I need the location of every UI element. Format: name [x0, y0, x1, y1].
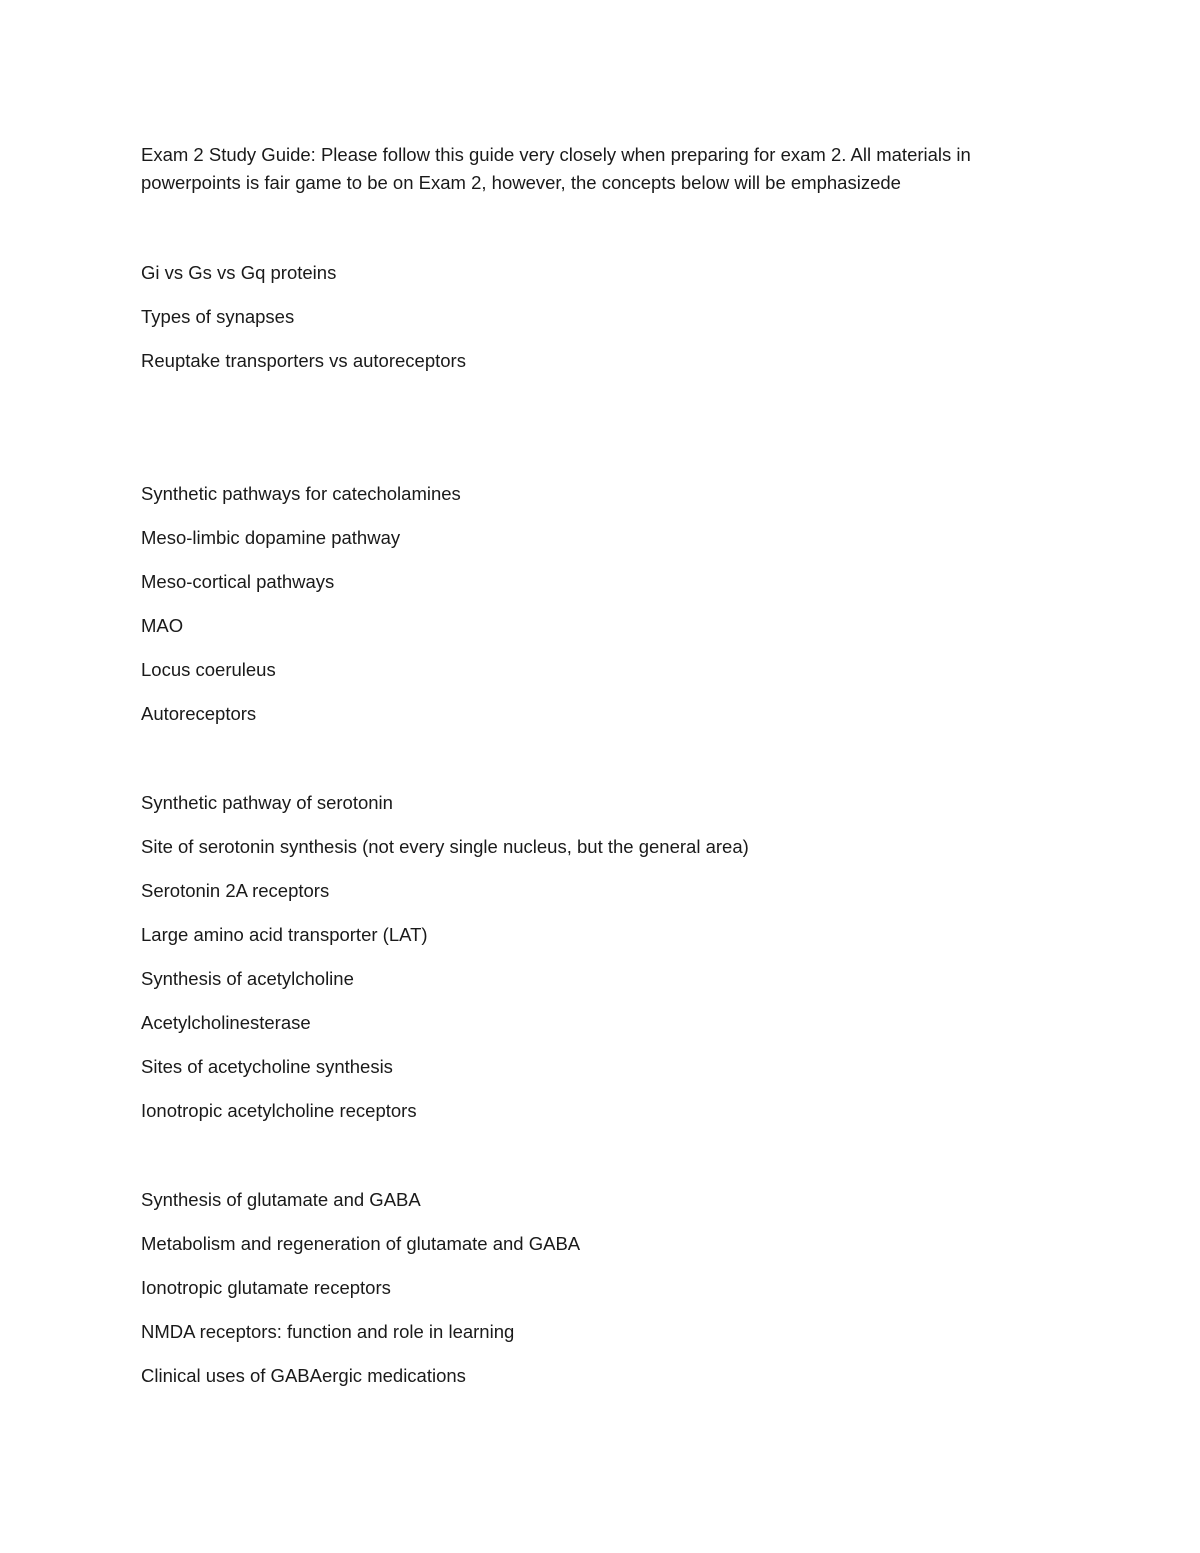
intro-paragraph: [141, 141, 1041, 197]
topic-item: Synthetic pathways for catecholamines: [141, 483, 461, 504]
topic-item: Site of serotonin synthesis (not every single nucleus, but the general area): [141, 836, 749, 857]
topic-item: Acetylcholinesterase: [141, 1012, 311, 1033]
topic-item: Metabolism and regeneration of glutamate and GABA: [141, 1233, 581, 1254]
topic-item: Reuptake transporters vs autoreceptors: [141, 350, 466, 371]
topic-item: MAO: [141, 615, 184, 636]
topic-item: Meso-limbic dopamine pathway: [141, 527, 401, 548]
topic-item: Gi vs Gs vs Gq proteins: [141, 262, 337, 283]
topic-item: Synthesis of glutamate and GABA: [141, 1189, 421, 1210]
intro-line-2: powerpoints is fair game to be on Exam 2, however, the concepts below will be emphasizede: [141, 172, 901, 193]
topic-item: Serotonin 2A receptors: [141, 880, 330, 901]
topic-item: Types of synapses: [141, 306, 295, 327]
topic-item: Clinical uses of GABAergic medications: [141, 1365, 466, 1386]
topic-item: Synthesis of acetylcholine: [141, 968, 354, 989]
topic-item: Large amino acid transporter (LAT): [141, 924, 428, 945]
topic-item: Sites of acetycholine synthesis: [141, 1056, 393, 1077]
topic-item: Meso-cortical pathways: [141, 571, 335, 592]
topic-item: Autoreceptors: [141, 703, 257, 724]
intro-line-1: Exam 2 Study Guide: Please follow this guide very closely when preparing for exam 2. All materials in: [141, 144, 971, 165]
topic-item: Synthetic pathway of serotonin: [141, 792, 393, 813]
topic-item: Ionotropic glutamate receptors: [141, 1277, 391, 1298]
topic-item: NMDA receptors: function and role in learning: [141, 1321, 515, 1342]
topic-item: Ionotropic acetylcholine receptors: [141, 1100, 417, 1121]
topic-item: Locus coeruleus: [141, 659, 276, 680]
